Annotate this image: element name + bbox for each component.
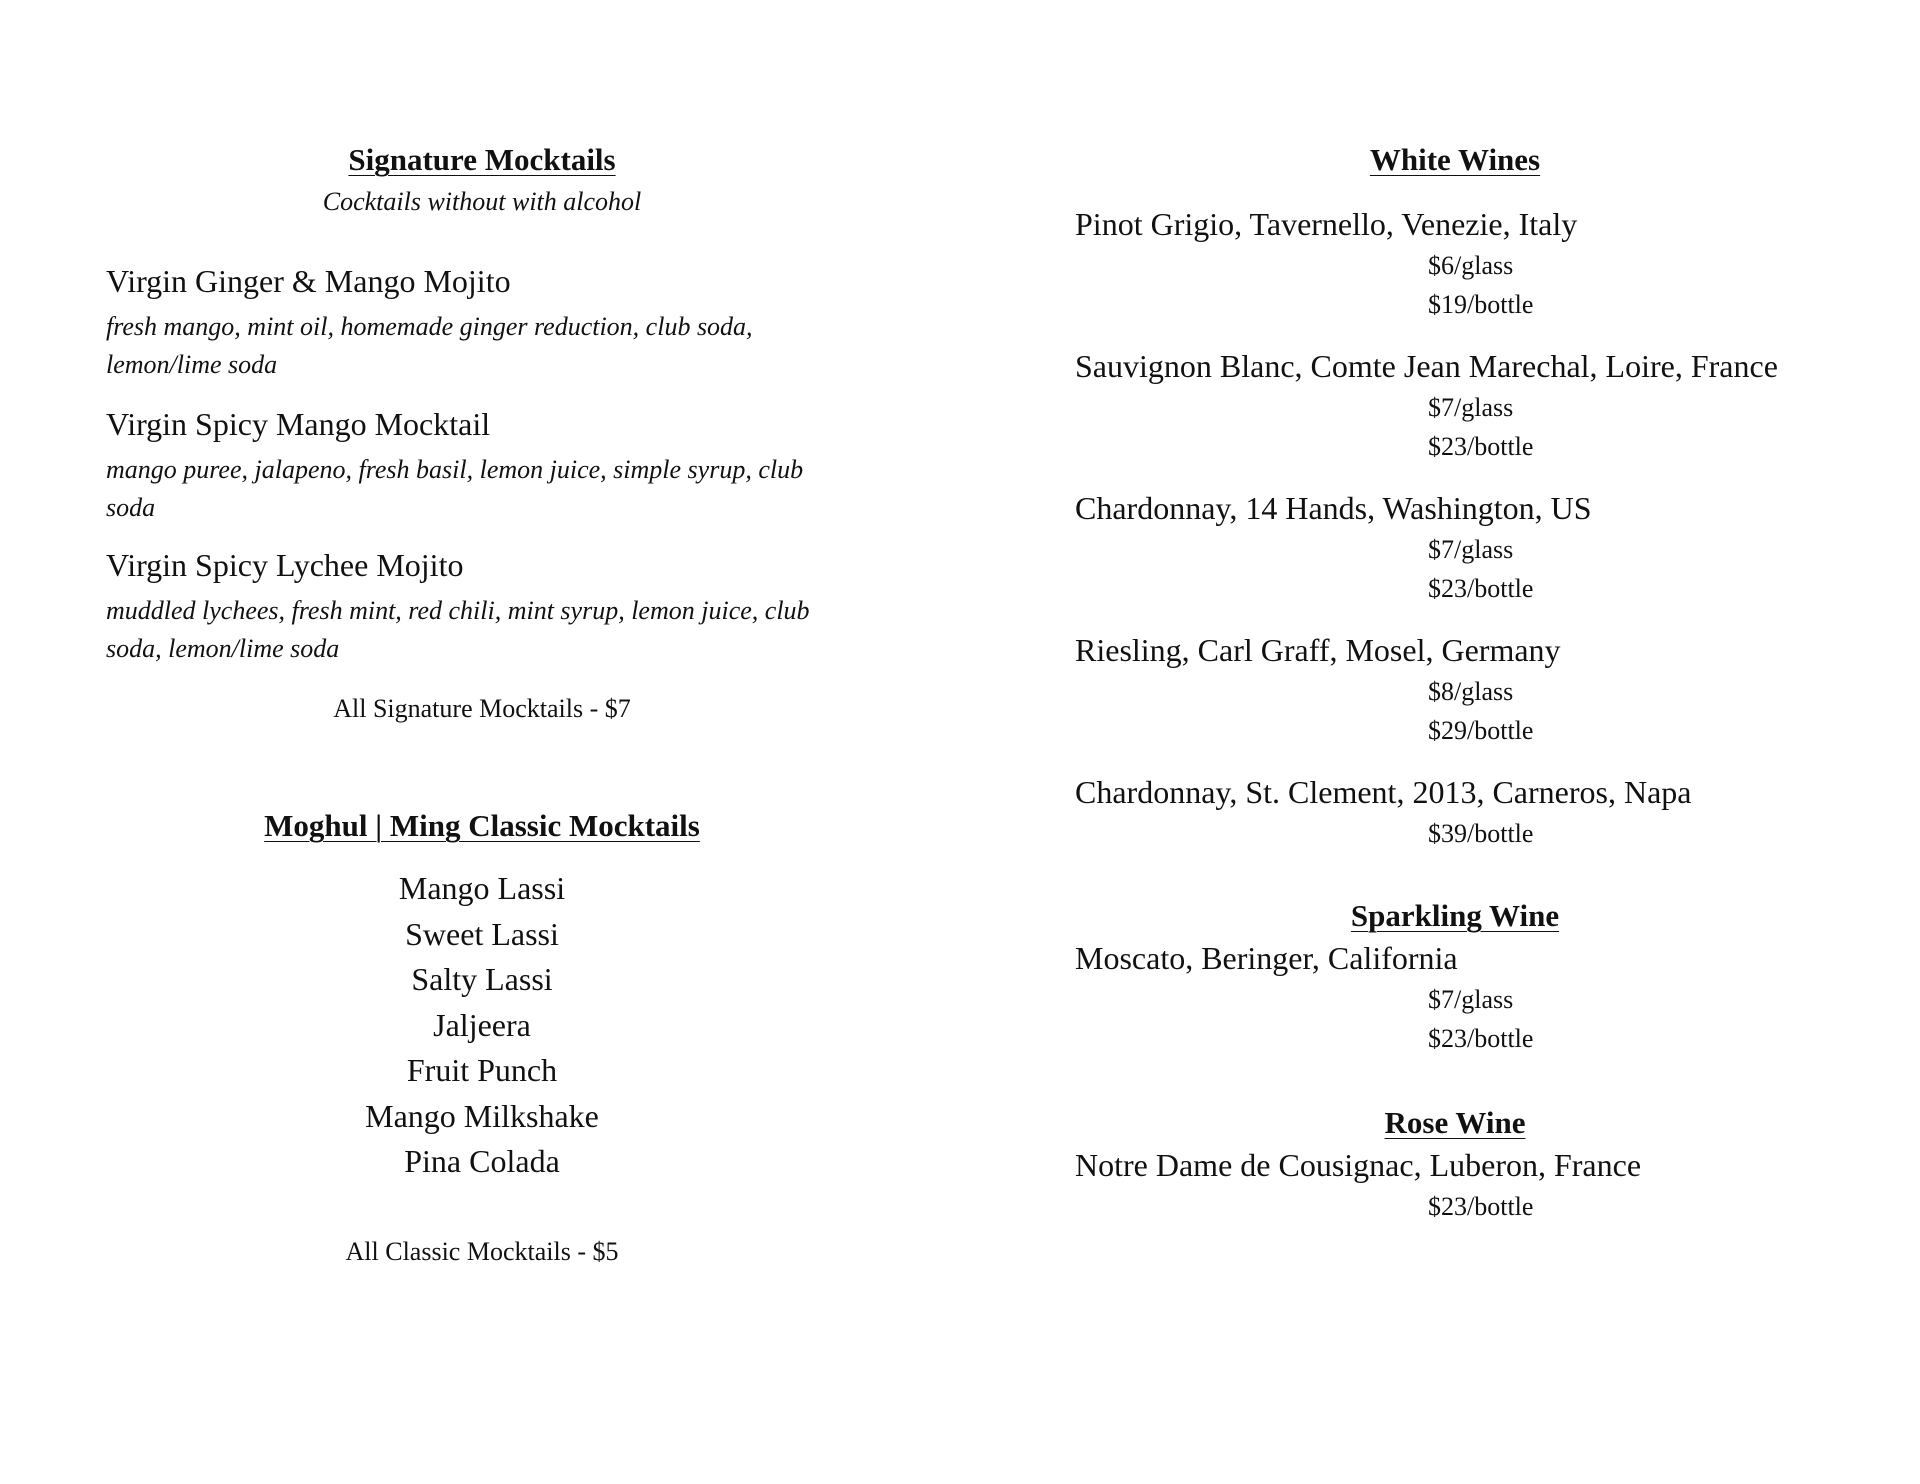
bottle-price: $23/bottle <box>1428 574 1534 603</box>
classic-mocktail-item: Fruit Punch <box>406 1052 558 1088</box>
mocktail-description: mango puree, jalapeno, fresh basil, lemon juice, simple syrup, club soda <box>106 455 804 522</box>
signature-mocktails-subtitle: Cocktails without with alcohol <box>322 187 642 216</box>
classic-mocktail-item: Mango Lassi <box>398 870 566 906</box>
glass-price: $6/glass <box>1428 251 1514 280</box>
wine-name: Moscato, Beringer, California <box>1075 940 1458 976</box>
bottle-price: $19/bottle <box>1428 290 1534 319</box>
classic-mocktail-item: Pina Colada <box>404 1143 560 1179</box>
wine-name: Riesling, Carl Graff, Mosel, Germany <box>1075 632 1561 668</box>
wine-name: Sauvignon Blanc, Comte Jean Marechal, Loire, France <box>1075 348 1778 384</box>
mocktail-name: Virgin Ginger & Mango Mojito <box>106 263 511 299</box>
rose-wine-heading: Rose Wine <box>1384 1105 1526 1140</box>
white-wines-heading: White Wines <box>1369 142 1541 177</box>
bottle-price: $39/bottle <box>1428 819 1534 848</box>
glass-price: $7/glass <box>1428 393 1514 422</box>
classic-mocktails-heading: Moghul | Ming Classic Mocktails <box>264 808 700 843</box>
sparkling-wine-heading: Sparkling Wine <box>1350 898 1560 933</box>
bottle-price: $23/bottle <box>1428 1192 1534 1221</box>
classic-price-note: All Classic Mocktails - $5 <box>345 1237 619 1266</box>
classic-mocktail-item: Salty Lassi <box>411 961 553 997</box>
bottle-price: $23/bottle <box>1428 1024 1534 1053</box>
signature-mocktails-heading: Signature Mocktails <box>348 142 616 177</box>
glass-price: $7/glass <box>1428 985 1514 1014</box>
wine-name: Chardonnay, St. Clement, 2013, Carneros, Napa <box>1075 774 1692 810</box>
mocktail-description: muddled lychees, fresh mint, red chili, mint syrup, lemon juice, club soda, lemon/lime soda <box>106 596 810 663</box>
bottle-price: $29/bottle <box>1428 716 1534 745</box>
glass-price: $8/glass <box>1428 677 1514 706</box>
classic-mocktail-item: Mango Milkshake <box>365 1097 599 1134</box>
mocktail-name: Virgin Spicy Mango Mocktail <box>106 406 491 442</box>
classic-mocktail-item: Jaljeera <box>433 1006 531 1043</box>
bottle-price: $23/bottle <box>1428 432 1534 461</box>
classic-mocktail-item: Sweet Lassi <box>405 915 559 952</box>
mocktail-name: Virgin Spicy Lychee Mojito <box>106 547 464 583</box>
wine-name: Chardonnay, 14 Hands, Washington, US <box>1075 490 1592 526</box>
wine-name: Notre Dame de Cousignac, Luberon, France <box>1075 1147 1642 1183</box>
wine-name: Pinot Grigio, Tavernello, Venezie, Italy <box>1075 206 1578 242</box>
signature-price-note: All Signature Mocktails - $7 <box>333 694 631 723</box>
glass-price: $7/glass <box>1428 535 1514 564</box>
mocktail-description: fresh mango, mint oil, homemade ginger reduction, club soda, lemon/lime soda <box>106 312 753 379</box>
classic-mocktails-list <box>106 866 858 1185</box>
